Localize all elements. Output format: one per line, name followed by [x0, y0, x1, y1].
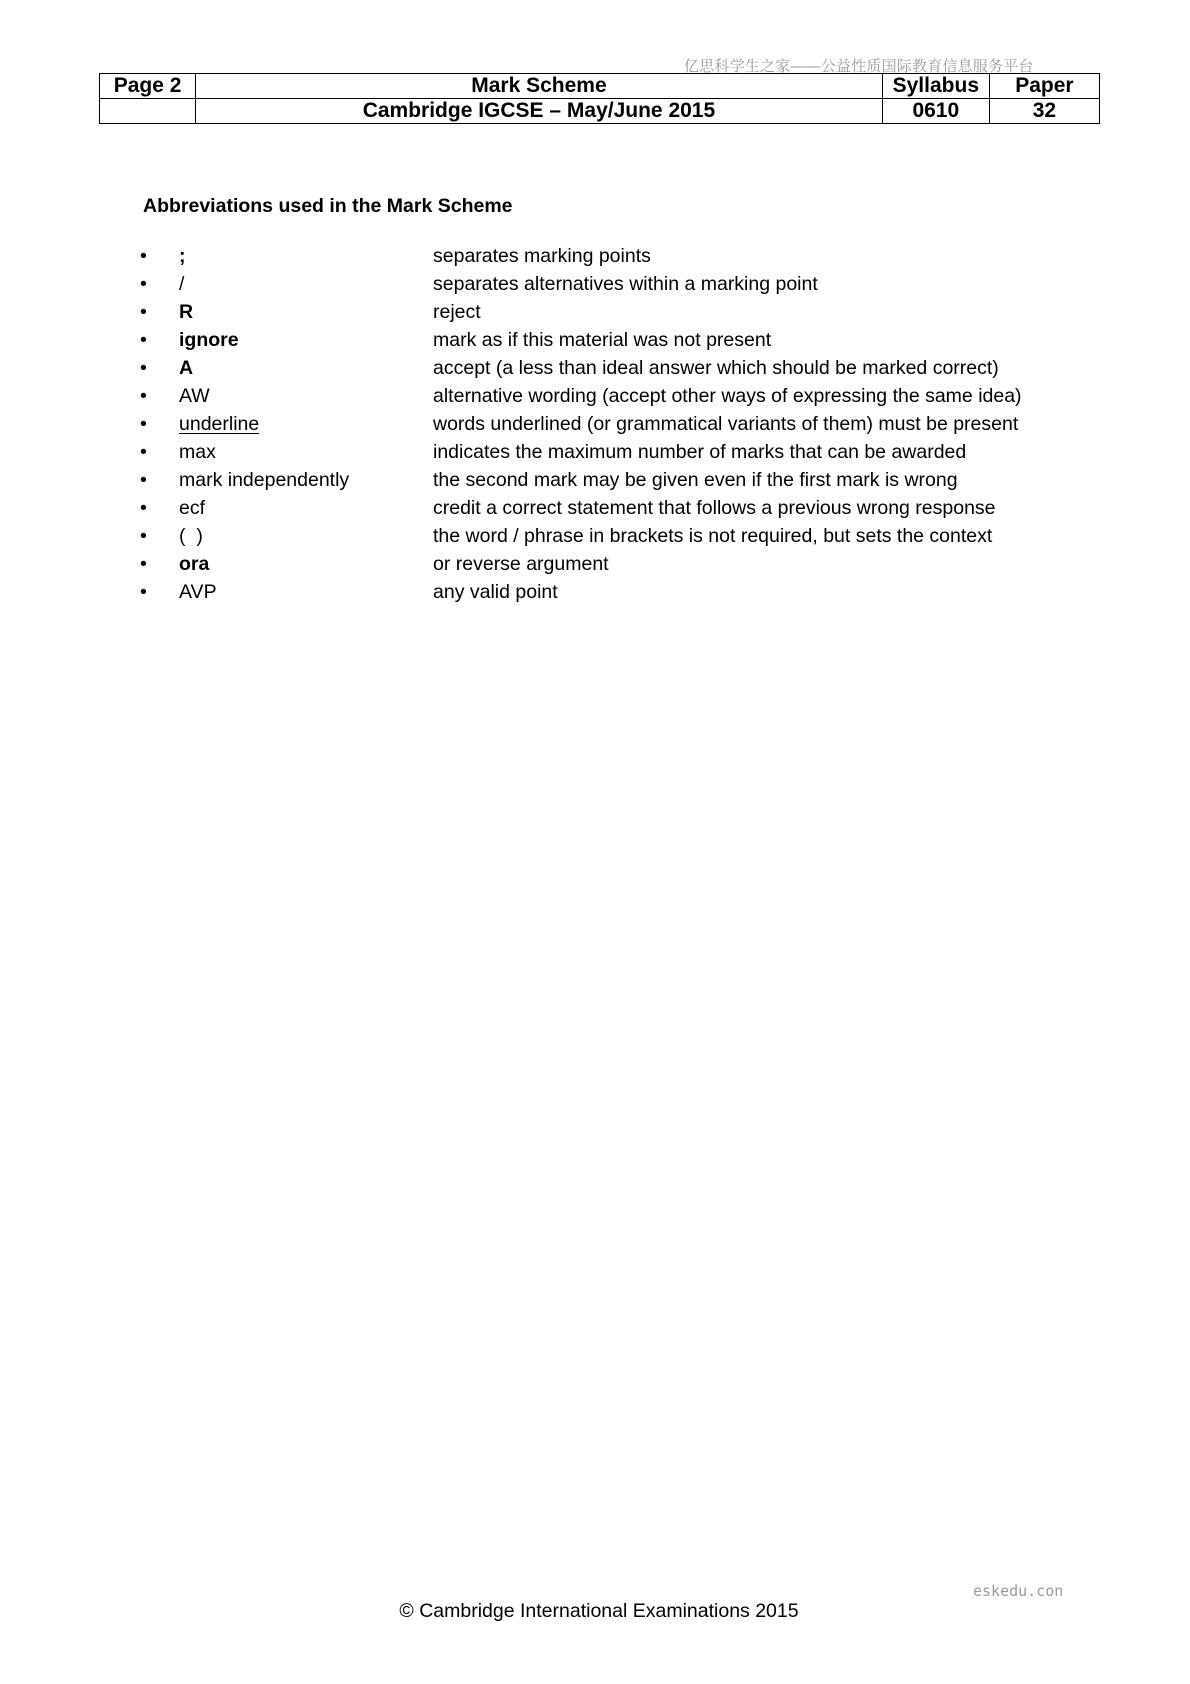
abbreviation-meaning: the second mark may be given even if the first mark is wrong: [433, 469, 958, 491]
bullet-icon: •: [140, 581, 147, 603]
bullet-icon: •: [140, 273, 147, 295]
list-item: [140, 326, 1100, 354]
abbreviation-term: R: [179, 301, 194, 323]
abbreviation-meaning: or reverse argument: [433, 553, 609, 575]
abbreviation-meaning: any valid point: [433, 581, 558, 603]
watermark-top: 亿思科学生之家——公益性质国际教育信息服务平台: [684, 58, 1034, 75]
bullet-icon: •: [140, 301, 147, 323]
list-item: [140, 550, 1100, 578]
bullet-icon: •: [140, 525, 147, 547]
syllabus-label: Syllabus: [882, 74, 989, 99]
list-item: [140, 270, 1100, 298]
abbreviation-meaning: mark as if this material was not present: [433, 329, 772, 351]
bullet-icon: •: [140, 413, 147, 435]
abbreviation-term: underline: [179, 413, 260, 435]
document-title: Mark Scheme: [196, 74, 883, 99]
abbreviation-list: [140, 242, 1100, 606]
abbreviation-meaning: alternative wording (accept other ways of expressing the same idea): [433, 385, 1022, 407]
document-subtitle: Cambridge IGCSE – May/June 2015: [196, 99, 883, 124]
abbreviation-term: ecf: [179, 497, 206, 519]
bullet-icon: •: [140, 469, 147, 491]
list-item: [140, 242, 1100, 270]
header-table: [99, 73, 1100, 124]
list-item: [140, 438, 1100, 466]
section-heading: Abbreviations used in the Mark Scheme: [143, 195, 513, 217]
list-item: [140, 382, 1100, 410]
header-row-1: [100, 74, 1100, 99]
abbreviation-meaning: reject: [433, 301, 481, 323]
footer-text: © Cambridge International Examinations 2015: [399, 1600, 799, 1622]
abbreviation-term: ;: [179, 245, 186, 267]
list-item: [140, 410, 1100, 438]
abbreviation-term: /: [179, 273, 185, 295]
abbreviation-term: mark independently: [179, 469, 350, 491]
bullet-icon: •: [140, 441, 147, 463]
list-item: [140, 578, 1100, 606]
abbreviation-term: AW: [179, 385, 210, 407]
list-item: [140, 494, 1100, 522]
list-item: [140, 466, 1100, 494]
abbreviation-term: ora: [179, 553, 210, 575]
list-item: [140, 298, 1100, 326]
bullet-icon: •: [140, 357, 147, 379]
abbreviation-term: max: [179, 441, 216, 463]
abbreviation-meaning: accept (a less than ideal answer which should be marked correct): [433, 357, 999, 379]
list-item: [140, 354, 1100, 382]
bullet-icon: •: [140, 553, 147, 575]
abbreviation-meaning: words underlined (or grammatical variants of them) must be present: [433, 413, 1019, 435]
abbreviation-term: ignore: [179, 329, 239, 351]
abbreviation-term: AVP: [179, 581, 217, 603]
page-label-empty: [100, 99, 196, 124]
abbreviation-meaning: separates alternatives within a marking point: [433, 273, 818, 295]
paper-label: Paper: [989, 74, 1099, 99]
abbreviation-term: ( ): [179, 525, 203, 547]
bullet-icon: •: [140, 497, 147, 519]
abbreviation-meaning: the word / phrase in brackets is not required, but sets the context: [433, 525, 993, 547]
page-label: Page 2: [100, 74, 196, 99]
abbreviation-meaning: credit a correct statement that follows a previous wrong response: [433, 497, 996, 519]
paper-value: 32: [989, 99, 1099, 124]
bullet-icon: •: [140, 385, 147, 407]
list-item: [140, 522, 1100, 550]
abbreviation-meaning: separates marking points: [433, 245, 651, 267]
abbreviation-meaning: indicates the maximum number of marks that can be awarded: [433, 441, 967, 463]
abbreviation-term: A: [179, 357, 194, 379]
bullet-icon: •: [140, 245, 147, 267]
header-row-2: [100, 99, 1100, 124]
bullet-icon: •: [140, 329, 147, 351]
watermark-bottom: eskedu.con: [973, 1582, 1064, 1600]
syllabus-value: 0610: [882, 99, 989, 124]
footer-copyright: [0, 1600, 1190, 1623]
